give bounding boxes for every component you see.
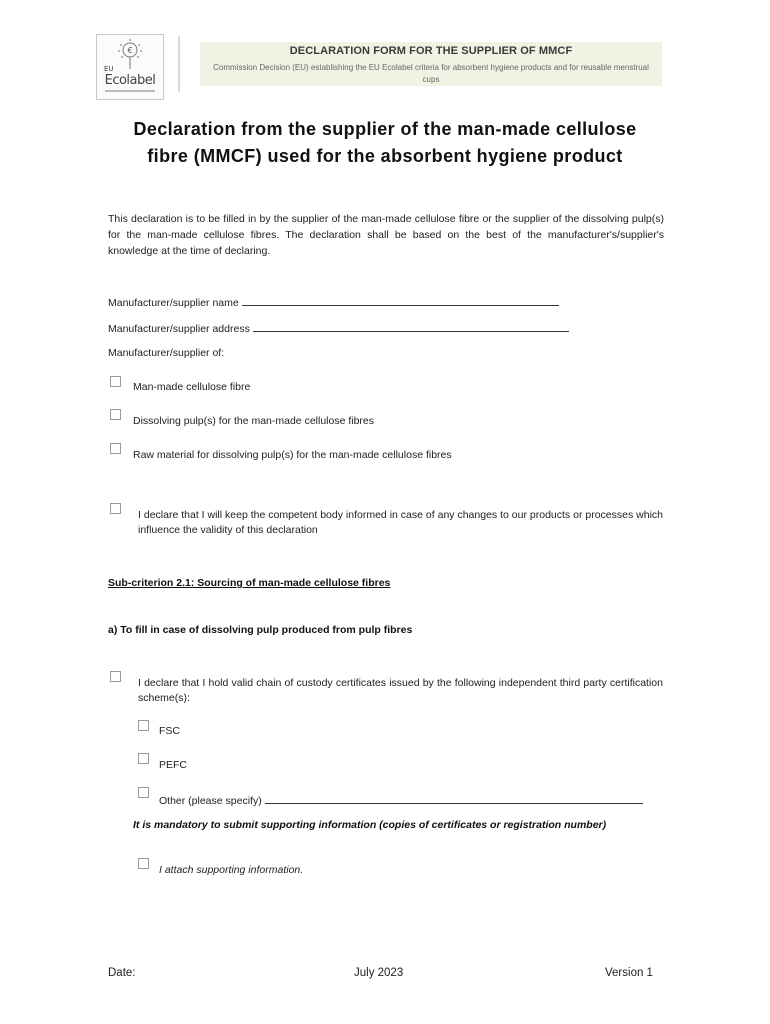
address-field-input[interactable]	[253, 321, 569, 332]
document-title-line-2: fibre (MMCF) used for the absorbent hygiene product	[147, 146, 623, 166]
fsc-label: FSC	[159, 725, 180, 737]
other-specify-input[interactable]	[265, 793, 643, 804]
supplier-of-label: Manufacturer/supplier of:	[108, 347, 225, 359]
svg-text:EU: EU	[104, 65, 114, 73]
pefc-label: PEFC	[159, 759, 188, 771]
document-title	[80, 116, 690, 170]
other-label: Other (please specify)	[159, 795, 262, 807]
subcriterion-heading: Sub-criterion 2.1: Sourcing of man-made cellulose fibres	[108, 577, 391, 589]
form-header-title: DECLARATION FORM FOR THE SUPPLIER OF MMCF	[289, 45, 573, 57]
footer-date-value: July 2023	[354, 967, 404, 979]
checkbox-mmcf[interactable]	[110, 376, 121, 387]
checkbox-fsc[interactable]	[138, 720, 149, 731]
name-field-label: Manufacturer/supplier name	[108, 297, 239, 309]
checkbox-other[interactable]	[138, 787, 149, 798]
form-header-band	[200, 42, 662, 86]
footer-version: Version 1	[605, 967, 653, 979]
form-header-subtitle: Commission Decision (EU) establishing the EU Ecolabel criteria for absorbent hygiene products and for reusable menstrual cups	[213, 63, 649, 84]
option-mmcf-label: Man-made cellulose fibre	[133, 381, 251, 393]
declare-changes-text: I declare that I will keep the competent body informed in case of any changes to our products or processes which influence the validity of this declaration	[138, 509, 663, 536]
mandatory-note: It is mandatory to submit supporting information (copies of certificates or registration number)	[133, 819, 607, 831]
name-field-row	[108, 295, 559, 309]
footer-date-label: Date:	[108, 967, 136, 979]
checkbox-dissolving-pulp[interactable]	[110, 409, 121, 420]
checkbox-coc-declaration[interactable]	[110, 671, 121, 682]
header-divider	[178, 36, 180, 92]
option-raw-material-label: Raw material for dissolving pulp(s) for the man-made cellulose fibres	[133, 449, 452, 461]
checkbox-pefc[interactable]	[138, 753, 149, 764]
checkbox-declare-changes[interactable]	[110, 503, 121, 514]
attach-info-label: I attach supporting information.	[159, 864, 304, 876]
other-row	[159, 793, 643, 807]
document-title-line-1: Declaration from the supplier of the man-made cellulose	[133, 119, 637, 139]
checkbox-raw-material[interactable]	[110, 443, 121, 454]
part-a-heading: a) To fill in case of dissolving pulp produced from pulp fibres	[108, 624, 413, 636]
ecolabel-flower-icon	[97, 35, 163, 99]
eu-ecolabel-logo	[96, 34, 164, 100]
svg-text:Ecolabel: Ecolabel	[104, 73, 156, 88]
address-field-label: Manufacturer/supplier address	[108, 323, 250, 335]
intro-paragraph: This declaration is to be filled in by the supplier of the man-made cellulose fibre or the supplier of the dissolving pulp(s) for the man-made cellulose fibres. The declaration shall be based on the best of the manufacturer's/supplier's knowledge at the time of declaring.	[108, 213, 664, 257]
address-field-row	[108, 321, 569, 335]
coc-declaration-text: I declare that I hold valid chain of custody certificates issued by the following independent third party certification scheme(s):	[138, 677, 663, 704]
checkbox-attach-info[interactable]	[138, 858, 149, 869]
name-field-input[interactable]	[242, 295, 559, 306]
svg-text:€: €	[127, 46, 133, 55]
option-dissolving-pulp-label: Dissolving pulp(s) for the man-made cellulose fibres	[133, 415, 375, 427]
